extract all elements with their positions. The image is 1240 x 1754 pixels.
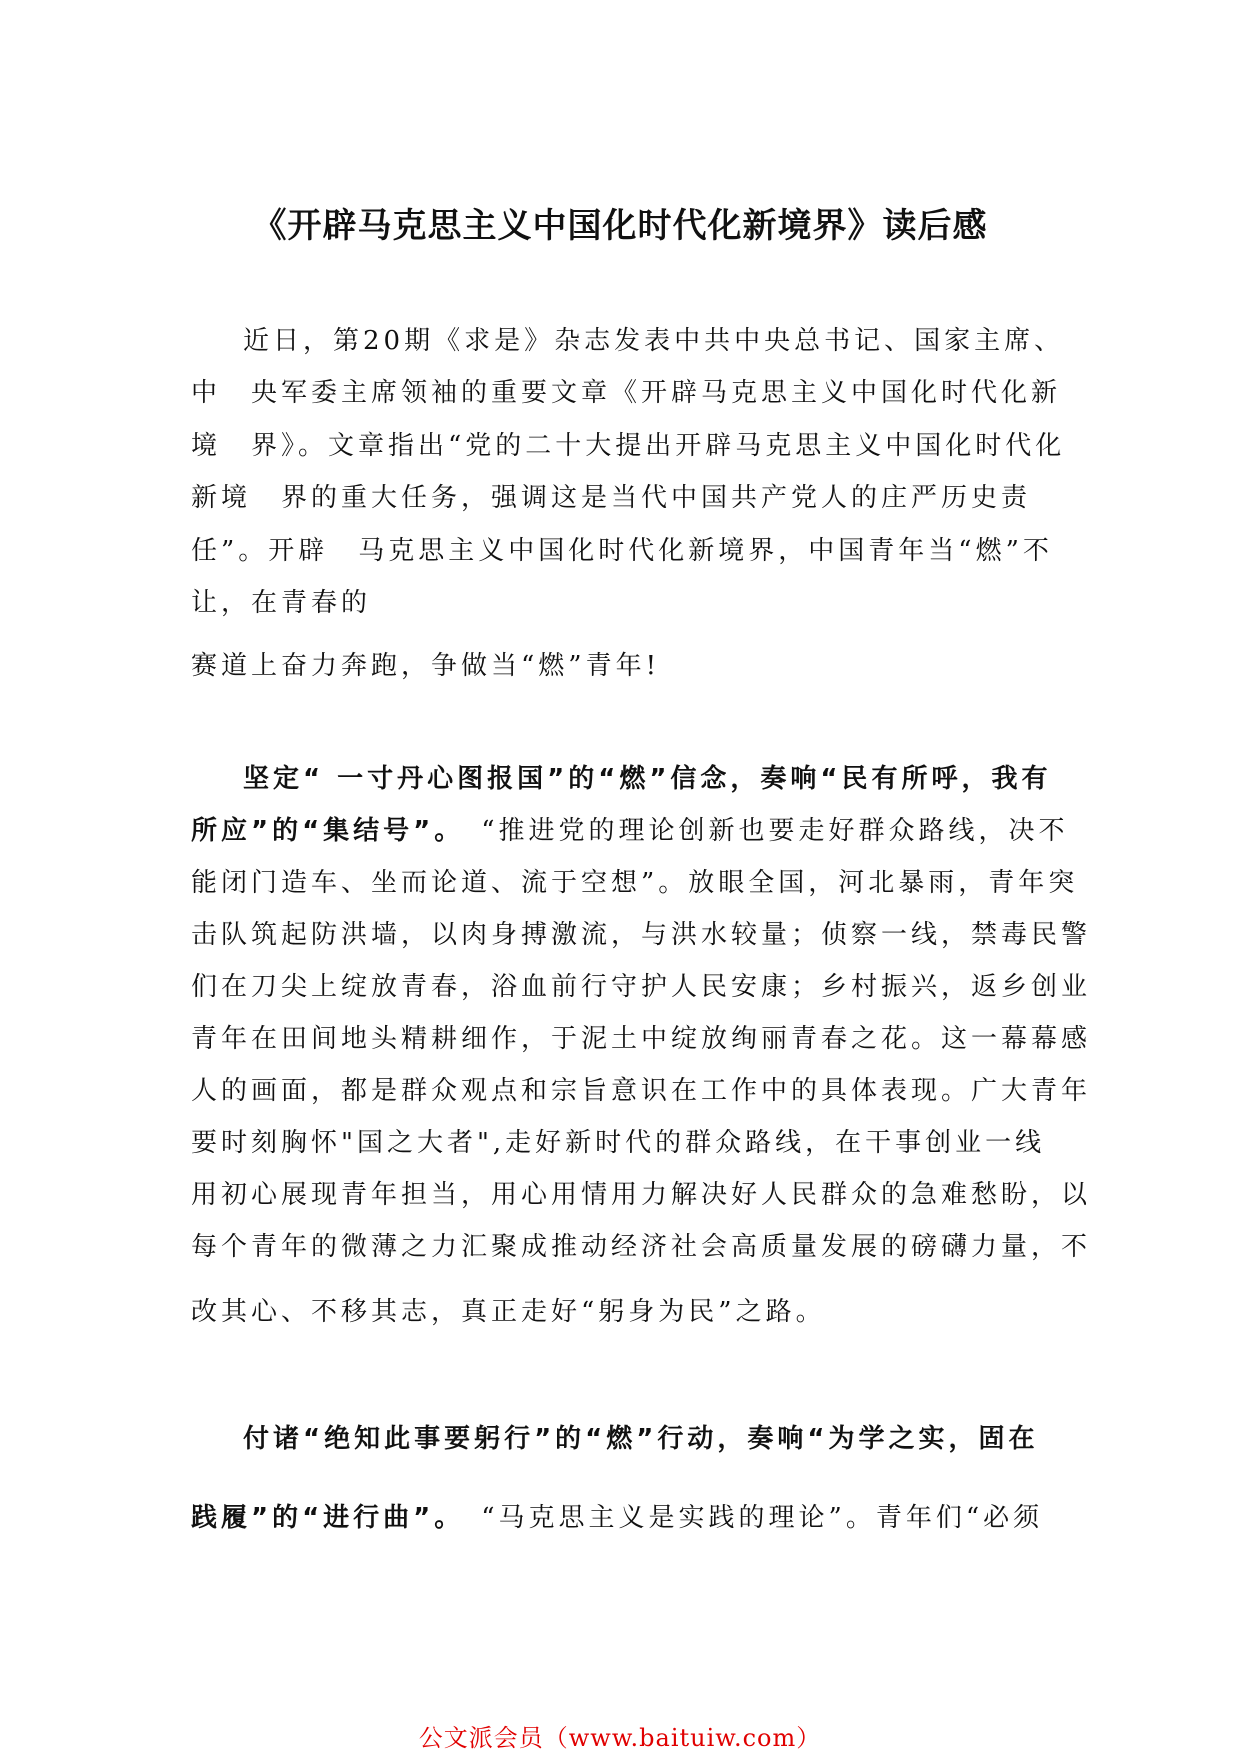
footer-watermark: 公文派会员（www.baituiw.com） xyxy=(418,1724,822,1752)
intro-line-6: 让，在青春的 xyxy=(191,588,372,618)
section1-heading-line1: 坚定“ 一寸丹心图报国”的“燃”信念，奏响“民有所呼，我有 xyxy=(243,764,1052,794)
section2-heading-rest: “马克思主义是实践的理论”。青年们“必须 xyxy=(451,1503,1044,1533)
section1-body-line-4: 青年在田间地头精耕细作，于泥土中绽放绚丽青春之花。这一幕幕感 xyxy=(191,1024,1092,1054)
intro-line-4: 新境 界的重大任务，强调这是当代中国共产党人的庄严历史责 xyxy=(191,483,1032,513)
section1-body-line-6: 要时刻胸怀"国之大者",走好新时代的群众路线，在干事创业一线 xyxy=(191,1128,1046,1158)
intro-line-5: 任”。开辟 马克思主义中国化时代化新境界，中国青年当“燃”不 xyxy=(191,536,1053,566)
section2-heading-line2 xyxy=(191,1501,1051,1535)
section1-heading-line2 xyxy=(191,814,1069,848)
section1-body-line-2: 击队筑起防洪墙，以肉身搏激流，与洪水较量；侦察一线，禁毒民警 xyxy=(191,920,1092,950)
section1-body-line-7: 用初心展现青年担当，用心用情用力解决好人民群众的急难愁盼，以 xyxy=(191,1180,1092,1210)
intro-line-2: 中 央军委主席领袖的重要文章《开辟马克思主义中国化时代化新 xyxy=(191,378,1062,408)
section1-body-line-9: 改其心、不移其志，真正走好“躬身为民”之路。 xyxy=(191,1297,826,1327)
intro-line-7: 赛道上奋力奔跑，争做当“燃”青年! xyxy=(191,651,661,681)
section1-body-line-8: 每个青年的微薄之力汇聚成推动经济社会高质量发展的磅礴力量，不 xyxy=(191,1232,1092,1262)
section2-heading-line1: 付诸“绝知此事要躬行”的“燃”行动，奏响“为学之实，固在 xyxy=(243,1424,1039,1454)
intro-line-1: 近日，第20期《求是》杂志发表中共中央总书记、国家主席、 xyxy=(243,326,1065,356)
section2-heading-bold: 践履”的“进行曲”。 xyxy=(191,1503,452,1533)
section1-body-line-1: 能闭门造车、坐而论道、流于空想”。放眼全国，河北暴雨，青年突 xyxy=(191,868,1079,898)
section1-heading-bold: 所应”的“集结号”。 xyxy=(191,816,452,846)
section1-heading-rest: “推进党的理论创新也要走好群众路线，决不 xyxy=(451,816,1069,846)
document-title: 《开辟马克思主义中国化时代化新境界》读后感 xyxy=(252,206,988,246)
section1-body-line-3: 们在刀尖上绽放青春，浴血前行守护人民安康；乡村振兴，返乡创业 xyxy=(191,972,1092,1002)
section1-body-line-5: 人的画面，都是群众观点和宗旨意识在工作中的具体表现。广大青年 xyxy=(191,1076,1092,1106)
intro-line-3: 境 界》。文章指出“党的二十大提出开辟马克思主义中国化时代化 xyxy=(191,431,1066,461)
